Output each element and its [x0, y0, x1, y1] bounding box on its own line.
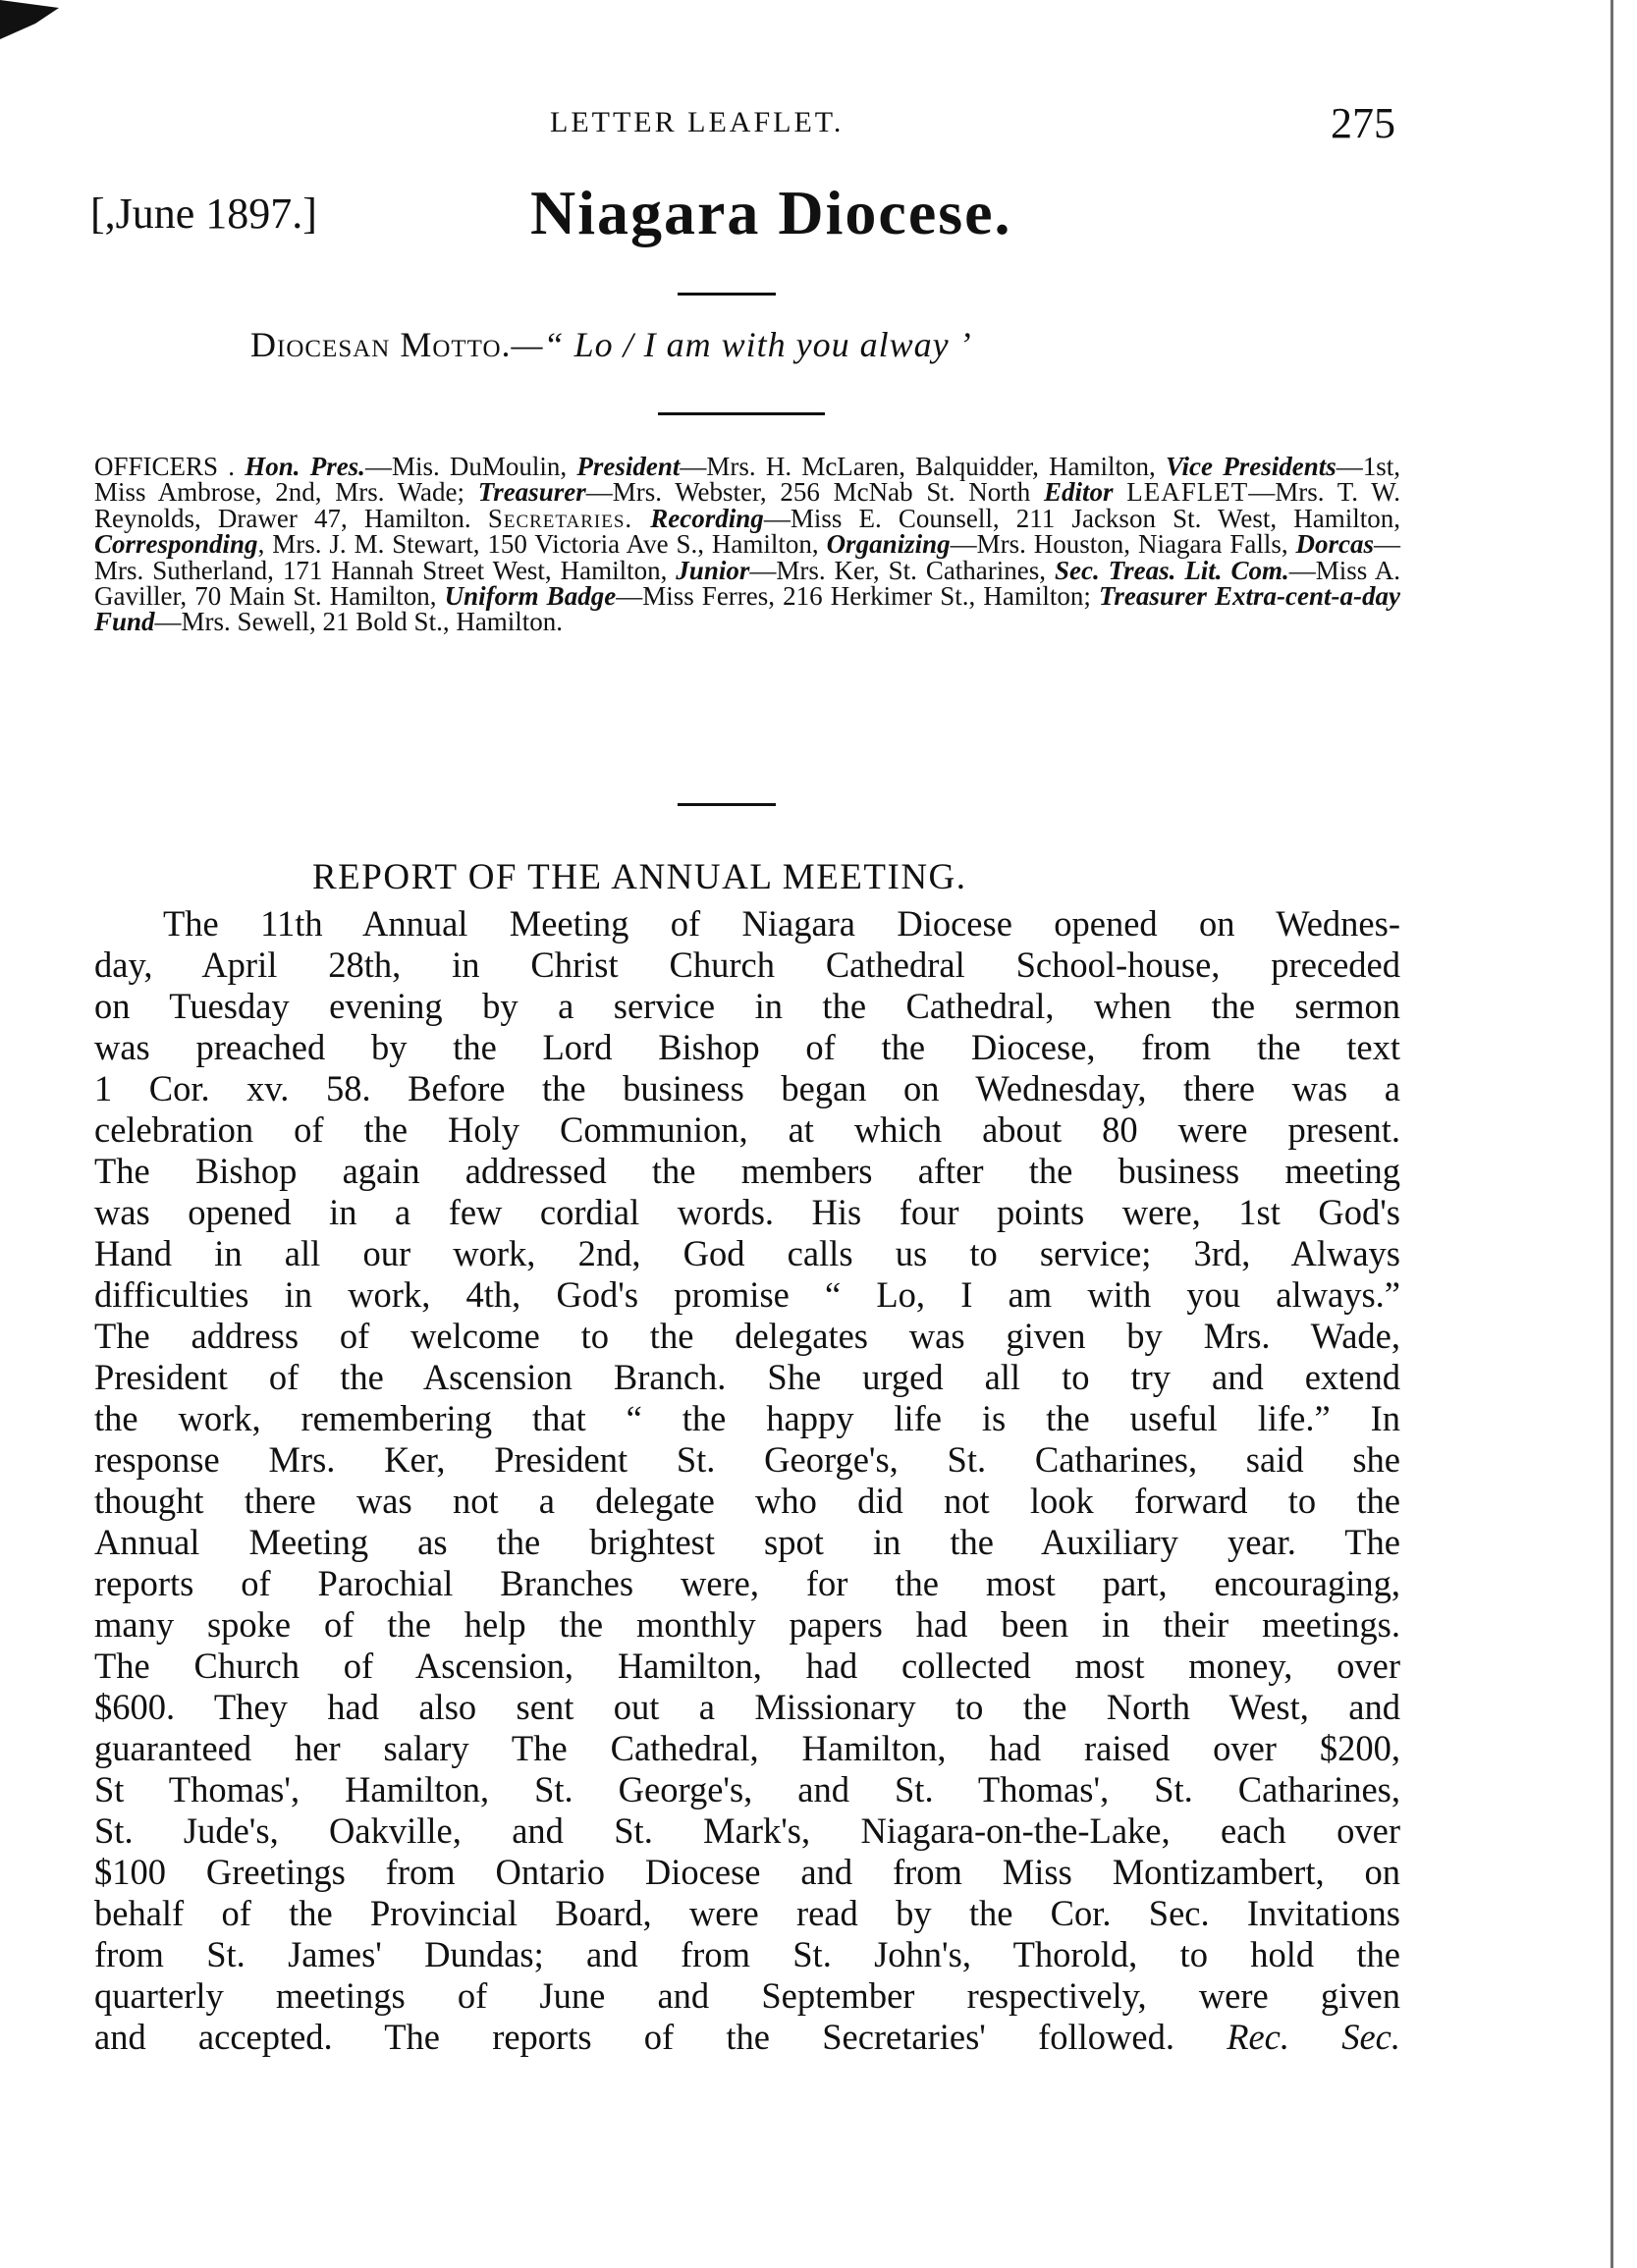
- divider-rule: [678, 803, 776, 806]
- officers-segment: —Miss E. Counsell, 211 Jackson St. West, Hamilton,: [763, 503, 1400, 533]
- report-line-text: quarterly meetings of June and September respectively, were given: [94, 1975, 1400, 2016]
- report-line-tail: Rec. Sec.: [1227, 2017, 1401, 2057]
- scan-corner-mark: [0, 0, 59, 39]
- report-line-text: thought there was not a delegate who did not look forward to the: [94, 1481, 1400, 1521]
- report-line-text: The address of welcome to the delegates was given by Mrs. Wade,: [94, 1316, 1400, 1356]
- officers-segment: Treasurer Extra-cent-a-day Fund: [94, 581, 1400, 637]
- officers-segment: Secretaries.: [487, 503, 651, 533]
- report-line: [94, 1975, 1400, 2017]
- report-line-text: and accepted. The reports of the Secretaries' followed.: [94, 2017, 1174, 2057]
- report-line-text: behalf of the Provincial Board, were read by the Cor. Sec. Invitations: [94, 1893, 1400, 1933]
- report-line-text: response Mrs. Ker, President St. George's, St. Catharines, said she: [94, 1439, 1400, 1480]
- report-line-text: The Church of Ascension, Hamilton, had collected most money, over: [94, 1646, 1400, 1686]
- report-line: [94, 1109, 1400, 1151]
- report-line-text: was opened in a few cordial words. His four points were, 1st God's: [94, 1192, 1400, 1232]
- officers-segment: Corresponding: [94, 529, 258, 560]
- report-line: [94, 1151, 1400, 1192]
- report-line-text: 1 Cor. xv. 58. Before the business began on Wednesday, there was a: [94, 1068, 1400, 1108]
- page-number: 275: [1331, 99, 1395, 147]
- report-line-text: $600. They had also sent out a Missionary to the North West, and: [94, 1687, 1400, 1727]
- diocese-title: Niagara Diocese.: [530, 178, 1012, 247]
- report-line: [94, 1316, 1400, 1357]
- running-head: LETTER LEAFLET.: [550, 106, 845, 138]
- report-line: [94, 903, 1400, 945]
- report-line: [94, 986, 1400, 1027]
- report-line-text: $100 Greetings from Ontario Diocese and from Miss Montizambert, on: [94, 1852, 1400, 1892]
- report-line-text: many spoke of the help the monthly papers had been in their meetings.: [94, 1604, 1400, 1645]
- report-line-text: on Tuesday evening by a service in the Cathedral, when the sermon: [94, 986, 1400, 1026]
- report-line: [94, 1893, 1400, 1934]
- report-line: [94, 1810, 1400, 1852]
- officers-segment: Recording: [650, 503, 764, 533]
- report-line: [94, 1192, 1400, 1233]
- officers-segment: Organizing: [826, 529, 951, 560]
- report-line-text: St. Jude's, Oakville, and St. Mark's, Niagara-on-the-Lake, each over: [94, 1810, 1400, 1851]
- report-line-text: Annual Meeting as the brightest spot in the Auxiliary year. The: [94, 1522, 1400, 1562]
- officers-segment: —1st, Miss Ambrose, 2nd, Mrs. Wade;: [94, 452, 1400, 508]
- officers-segment: —Mrs. T. W. Reynolds, Drawer 47, Hamilton.: [94, 477, 1400, 533]
- officers-segment: —Mrs. Sutherland, 171 Hannah Street West, Hamilton,: [94, 529, 1401, 585]
- report-line-text: from St. James' Dundas; and from St. John's, Thorold, to hold the: [94, 1934, 1400, 1974]
- report-line: [94, 1027, 1400, 1068]
- report-line: [94, 1934, 1400, 1975]
- report-line-text: day, April 28th, in Christ Church Cathedral School-house, preceded: [94, 945, 1400, 985]
- report-line: [94, 1687, 1400, 1728]
- officers-segment: —Miss A. Gaviller, 70 Main St. Hamilton,: [94, 555, 1400, 612]
- officers-segment: Uniform Badge: [444, 581, 617, 612]
- report-line-text: difficulties in work, 4th, God's promise “ Lo, I am with you always.”: [94, 1274, 1400, 1315]
- report-line: [94, 1274, 1400, 1316]
- scan-edge-line: [1610, 0, 1613, 2268]
- officers-list: [94, 454, 1400, 635]
- report-line: [94, 1398, 1400, 1439]
- motto-text: —“ Lo / I am with you alway ’: [511, 325, 972, 364]
- report-line: [94, 1646, 1400, 1687]
- report-line-text: guaranteed her salary The Cathedral, Hamilton, had raised over $200,: [94, 1728, 1400, 1768]
- officers-segment: —Mrs. Webster, 256 McNab St. North: [585, 477, 1045, 508]
- report-line: [94, 1769, 1400, 1810]
- report-line: [94, 1481, 1400, 1522]
- officers-segment: Editor: [1044, 477, 1127, 508]
- officers-segment: —Mrs. Sewell, 21 Bold St., Hamilton.: [154, 607, 564, 637]
- report-line: [94, 1852, 1400, 1893]
- officers-segment: , Mrs. J. M. Stewart, 150 Victoria Ave S., Hamilton,: [257, 529, 827, 560]
- report-body: [94, 903, 1400, 2058]
- report-line: [94, 1563, 1400, 1604]
- report-line-text: celebration of the Holy Communion, at which about 80 were present.: [94, 1109, 1400, 1150]
- report-line: [94, 1522, 1400, 1563]
- officers-segment: LEAFLET: [1126, 477, 1249, 508]
- report-line: [94, 945, 1400, 986]
- officers-segment: Vice Presidents: [1166, 452, 1337, 481]
- officers-segment: President: [576, 452, 681, 481]
- report-line-text: reports of Parochial Branches were, for the most part, encouraging,: [94, 1563, 1400, 1603]
- section-heading: REPORT OF THE ANNUAL MEETING.: [312, 857, 967, 897]
- officers-segment: —Miss Ferres, 216 Herkimer St., Hamilton;: [616, 581, 1099, 612]
- officers-segment: Hon. Pres.: [245, 452, 365, 481]
- report-line: [94, 1728, 1400, 1769]
- divider-rule: [678, 293, 776, 296]
- report-line: [94, 2017, 1400, 2058]
- officers-segment: —Mrs. Houston, Niagara Falls,: [950, 529, 1296, 560]
- officers-segment: Treasurer: [477, 477, 586, 508]
- report-line-text: President of the Ascension Branch. She urged all to try and extend: [94, 1357, 1400, 1397]
- officers-segment: —Mrs. H. McLaren, Balquidder, Hamilton,: [680, 452, 1167, 481]
- divider-rule: [658, 412, 825, 415]
- report-line-text: St Thomas', Hamilton, St. George's, and St. Thomas', St. Catharines,: [94, 1769, 1400, 1809]
- officers-segment: —Mis. DuMoulin,: [364, 452, 577, 481]
- report-line: [94, 1233, 1400, 1274]
- motto-label: Diocesan Motto.: [250, 325, 512, 364]
- report-line-text: was preached by the Lord Bishop of the Diocese, from the text: [94, 1027, 1400, 1067]
- report-line-text: the work, remembering that “ the happy life is the useful life.” In: [94, 1398, 1400, 1438]
- report-line: [94, 1357, 1400, 1398]
- report-line: [94, 1068, 1400, 1109]
- officers-segment: Junior: [676, 555, 750, 585]
- report-line: [94, 1604, 1400, 1646]
- report-line: [94, 1439, 1400, 1481]
- report-line-text: The 11th Annual Meeting of Niagara Diocese opened on Wednes-: [163, 903, 1400, 944]
- report-line-text: The Bishop again addressed the members after the business meeting: [94, 1151, 1400, 1191]
- report-line-text: Hand in all our work, 2nd, God calls us to service; 3rd, Always: [94, 1233, 1400, 1273]
- officers-segment: —Mrs. Ker, St. Catharines,: [749, 555, 1055, 585]
- issue-date: [,June 1897.]: [90, 189, 317, 238]
- officers-segment: OFFICERS .: [94, 452, 246, 481]
- officers-segment: Sec. Treas. Lit. Com.: [1054, 555, 1289, 585]
- diocesan-motto: [250, 324, 972, 365]
- officers-segment: Dorcas: [1295, 529, 1375, 560]
